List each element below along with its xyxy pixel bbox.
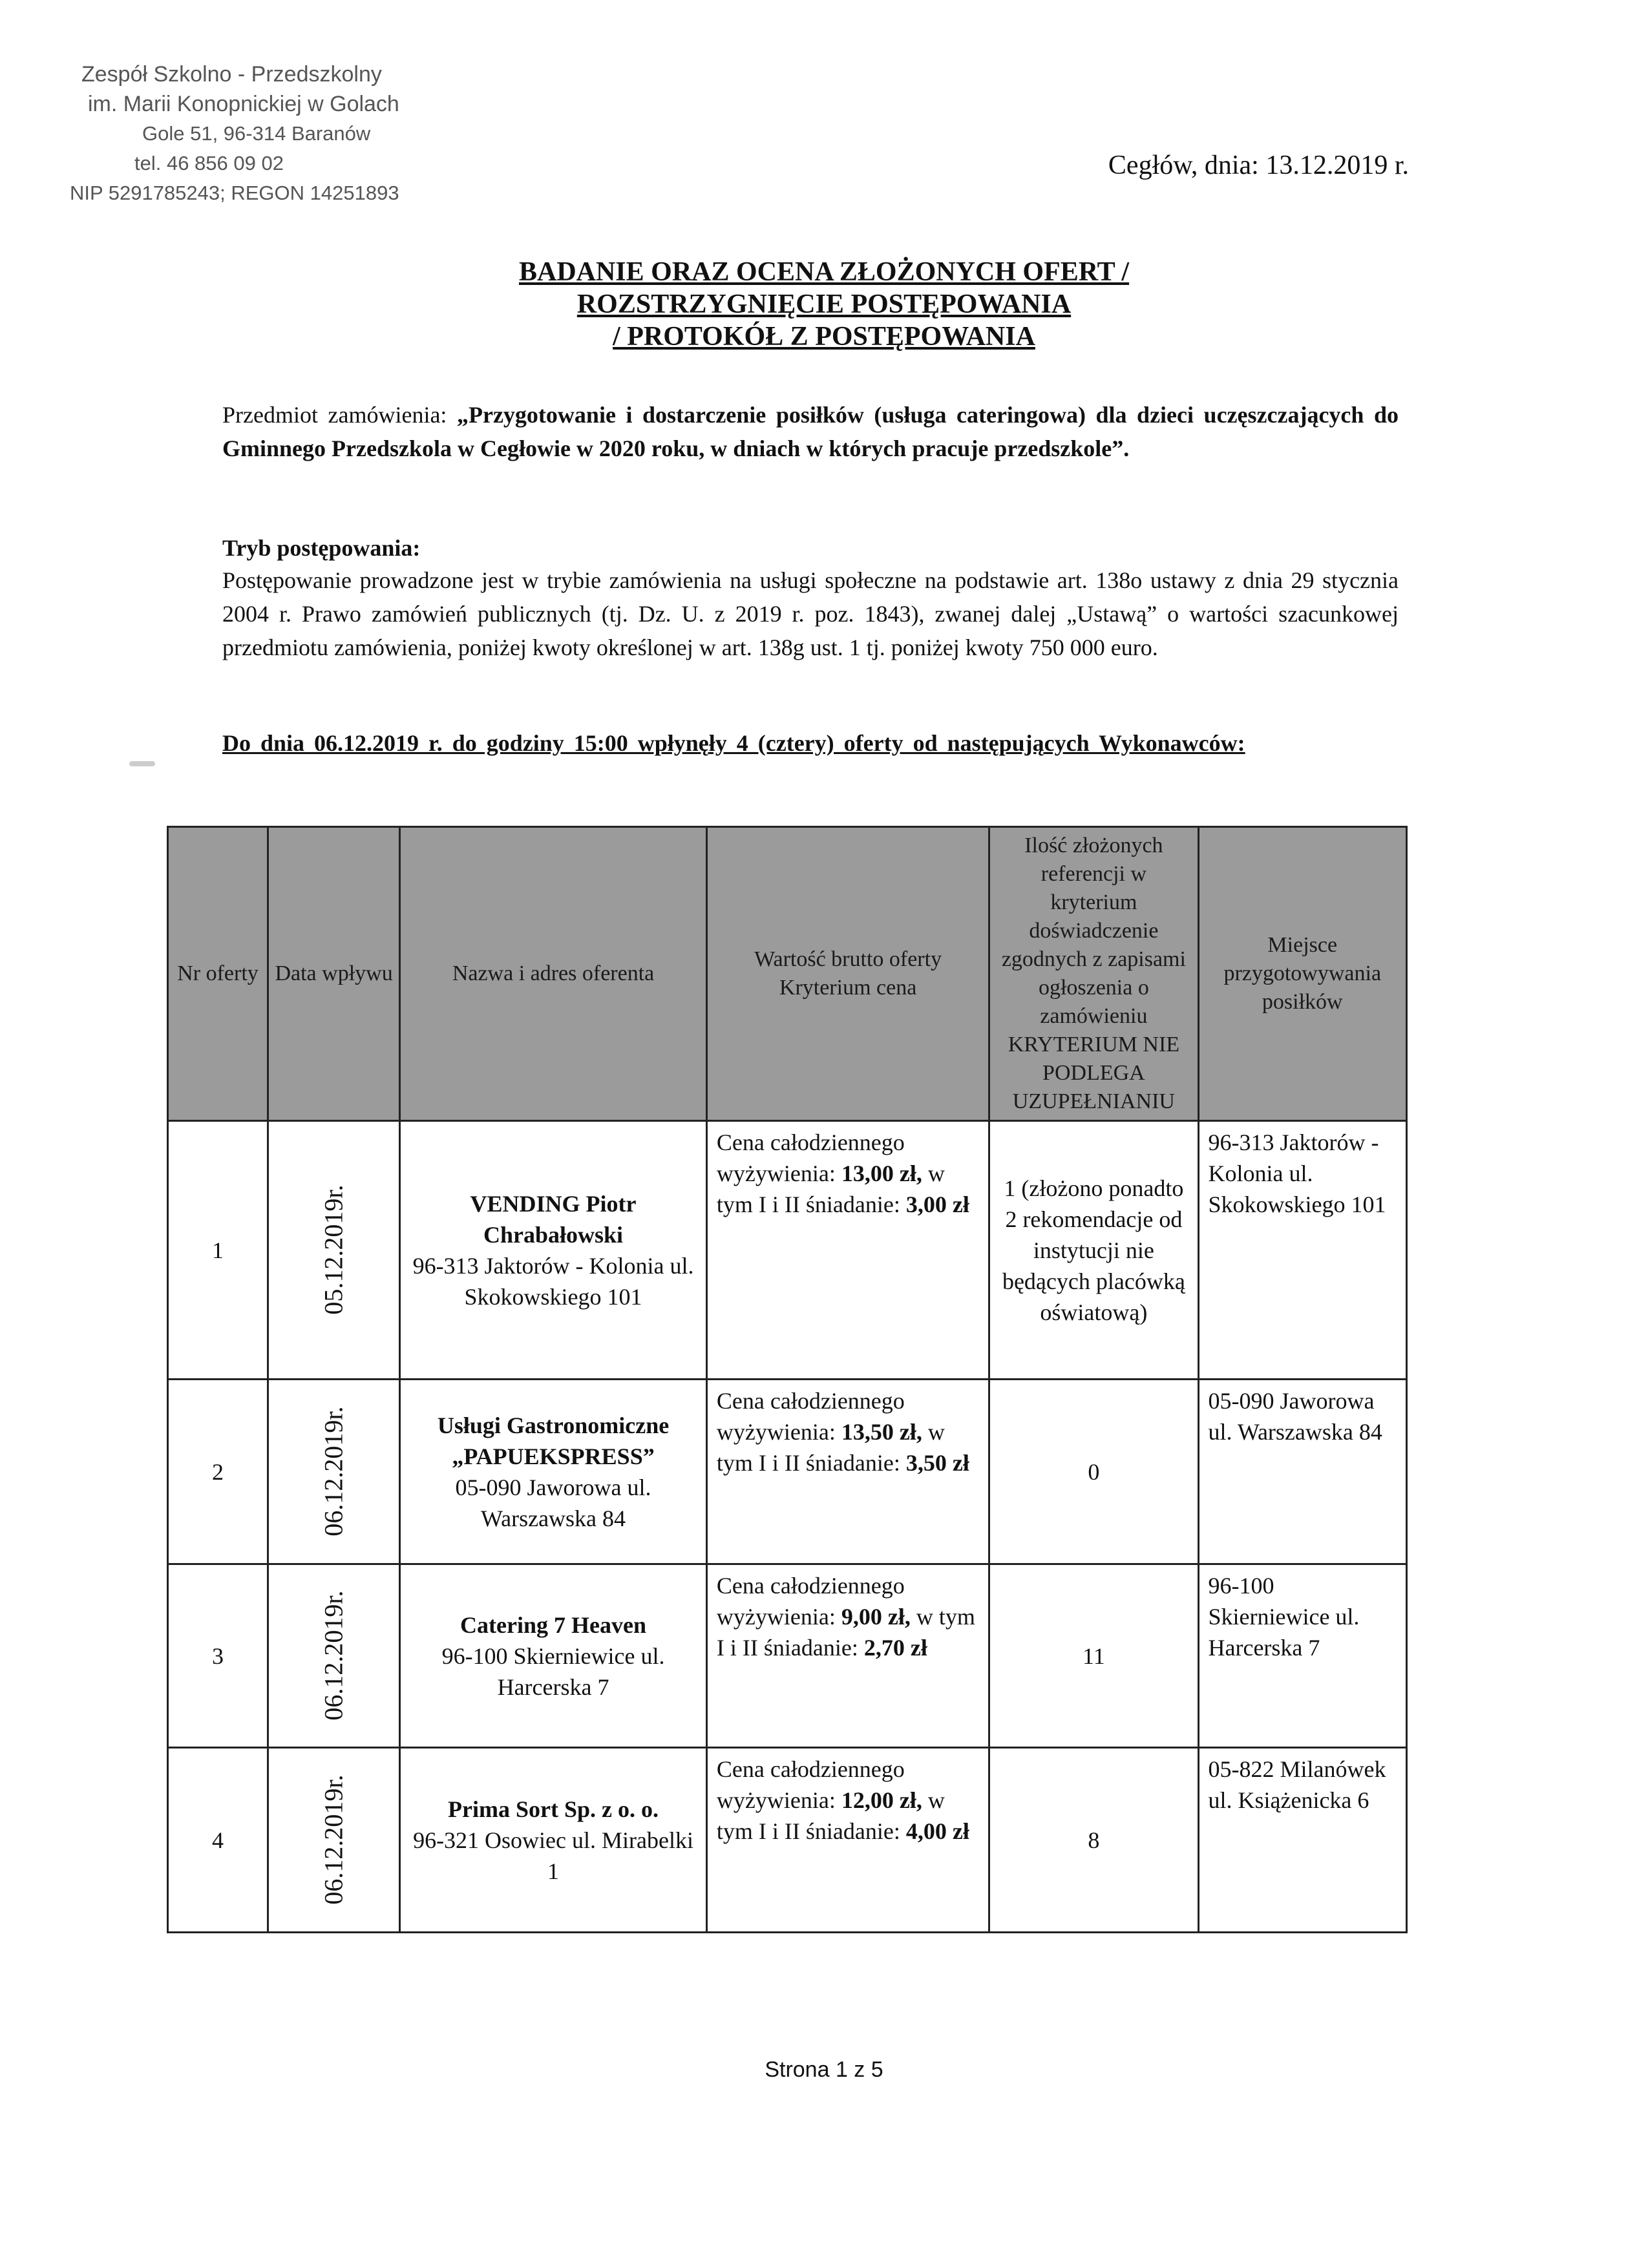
- offer-date-cell: [268, 1380, 400, 1564]
- place-and-date: Cegłów, dnia: 13.12.2019 r.: [1108, 151, 1409, 180]
- price-total: 13,50 zł,: [841, 1419, 922, 1445]
- mode-paragraph: Postępowanie prowadzone jest w trybie zamówienia na usługi społeczne na podstawie art. 138o ustawy z dnia 29 stycznia 2004 r. Prawo zamówień publicznych (tj. Dz. U. z 2019 r. poz. 1843), zwanej dalej „Ustawą” o wartości szacunkowej przedmiotu zamówienia, poniżej kwoty określonej w art. 138g ust. 1 tj. poniżej kwoty 750 000 euro.: [222, 567, 1399, 660]
- offer-address: 96-100 Skierniewice ul. Harcerska 7: [441, 1643, 665, 1700]
- mode-heading: Tryb postępowania:: [222, 535, 421, 561]
- table-header-row: [168, 827, 1407, 1121]
- title-line-1: BADANIE ORAZ OCENA ZŁOŻONYCH OFERT /: [518, 257, 1130, 287]
- offer-name-cell: [400, 1380, 707, 1564]
- offer-place: 05-090 Jaworowa ul. Warszawska 84: [1198, 1380, 1407, 1564]
- offer-price-cell: [706, 1380, 989, 1564]
- price-label-breakfast: w tym I i II śniadanie:: [716, 1419, 945, 1476]
- stamp-line-school: Zespół Szkolno - Przedszkolny: [81, 62, 382, 87]
- offer-address: 96-313 Jaktorów - Kolonia ul. Skokowskiego 101: [412, 1252, 694, 1310]
- price-breakfast: 2,70 zł: [863, 1635, 927, 1661]
- header-place: Miejsce przygotowywania posiłków: [1198, 827, 1407, 1121]
- offer-name-cell: [400, 1121, 707, 1380]
- school-stamp: [70, 59, 535, 208]
- subject-paragraph: [222, 398, 1399, 465]
- price-total: 12,00 zł,: [841, 1787, 922, 1813]
- price-label: Cena całodziennego wyżywienia:: [716, 1129, 905, 1186]
- offer-number: 3: [168, 1564, 268, 1748]
- offers-table: [167, 826, 1408, 1933]
- table-row: [168, 1121, 1407, 1380]
- offer-price-cell: [706, 1748, 989, 1933]
- offer-place: 96-313 Jaktorów - Kolonia ul. Skokowskiego 101: [1198, 1121, 1407, 1380]
- price-breakfast: 4,00 zł: [905, 1818, 969, 1844]
- offer-references: 0: [989, 1380, 1198, 1564]
- title-line-2: ROZSTRZYGNIĘCIE POSTĘPOWANIA: [576, 289, 1072, 319]
- table-row: [168, 1380, 1407, 1564]
- offer-references: 8: [989, 1748, 1198, 1933]
- offer-name-cell: [400, 1564, 707, 1748]
- price-label-breakfast: w tym I i II śniadanie:: [716, 1604, 975, 1661]
- offer-date: 05.12.2019r.: [319, 1184, 348, 1315]
- offer-date-cell: [268, 1564, 400, 1748]
- table-row: [168, 1748, 1407, 1933]
- offer-name: Catering 7 Heaven: [460, 1612, 646, 1638]
- offer-name-cell: [400, 1748, 707, 1933]
- stamp-line-ids: NIP 5291785243; REGON 14251893: [70, 182, 399, 204]
- offer-name: Prima Sort Sp. z o. o.: [448, 1796, 659, 1822]
- price-label: Cena całodziennego wyżywienia:: [716, 1756, 905, 1813]
- offer-date-cell: [268, 1748, 400, 1933]
- offer-price-cell: [706, 1564, 989, 1748]
- offer-date: 06.12.2019r.: [319, 1590, 348, 1721]
- header-date: Data wpływu: [268, 827, 400, 1121]
- offers-intro: Do dnia 06.12.2019 r. do godziny 15:00 wpłynęły 4 (cztery) oferty od następujących Wykonawców:: [222, 730, 1245, 756]
- scan-mark: [129, 761, 155, 766]
- price-breakfast: 3,00 zł: [905, 1192, 969, 1217]
- header-name: Nazwa i adres oferenta: [400, 827, 707, 1121]
- header-price: Wartość brutto oferty Kryterium cena: [706, 827, 989, 1121]
- offer-number: 2: [168, 1380, 268, 1564]
- offer-name: Usługi Gastronomiczne „PAPUEKSPRESS”: [437, 1412, 670, 1469]
- price-label: Cena całodziennego wyżywienia:: [716, 1388, 905, 1445]
- price-breakfast: 3,50 zł: [905, 1450, 969, 1476]
- stamp-line-phone: tel. 46 856 09 02: [134, 152, 284, 174]
- offer-date-cell: [268, 1121, 400, 1380]
- offer-address: 05-090 Jaworowa ul. Warszawska 84: [455, 1474, 651, 1531]
- offer-price-cell: [706, 1121, 989, 1380]
- title-line-3: / PROTOKÓŁ Z POSTĘPOWANIA: [613, 322, 1035, 352]
- table-row: [168, 1564, 1407, 1748]
- header-refs: Ilość złożonych referencji w kryterium doświadczenie zgodnych z zapisami ogłoszenia o zamówieniu KRYTERIUM NIE PODLEGA UZUPEŁNIANIU: [989, 827, 1198, 1121]
- stamp-line-address: Gole 51, 96-314 Baranów: [142, 122, 371, 145]
- price-label-breakfast: w tym I i II śniadanie:: [716, 1787, 945, 1844]
- subject-text: „Przygotowanie i dostarczenie posiłków (usługa cateringowa) dla dzieci uczęszczających do Gminnego Przedszkola w Cegłowie w 2020 roku, w dniach w których pracuje przedszkole”.: [222, 402, 1399, 461]
- price-total: 13,00 zł,: [841, 1160, 922, 1186]
- stamp-line-patron: im. Marii Konopnickiej w Golach: [88, 92, 399, 116]
- offer-number: 4: [168, 1748, 268, 1933]
- offer-place: 05-822 Milanówek ul. Książenicka 6: [1198, 1748, 1407, 1933]
- price-label-breakfast: w tym I i II śniadanie:: [716, 1160, 945, 1217]
- offer-date: 06.12.2019r.: [319, 1774, 348, 1905]
- offer-date: 06.12.2019r.: [319, 1406, 348, 1537]
- price-total: 9,00 zł,: [841, 1604, 911, 1630]
- offer-address: 96-321 Osowiec ul. Mirabelki 1: [413, 1827, 693, 1884]
- subject-label: Przedmiot zamówienia:: [222, 402, 457, 428]
- offer-references: 1 (złożono ponadto 2 rekomendacje od instytucji nie będących placówką oświatową): [989, 1121, 1198, 1380]
- offer-references: 11: [989, 1564, 1198, 1748]
- offer-number: 1: [168, 1121, 268, 1380]
- page-number: Strona 1 z 5: [765, 2057, 883, 2082]
- offer-place: 96-100 Skierniewice ul. Harcerska 7: [1198, 1564, 1407, 1748]
- header-nr: Nr oferty: [168, 827, 268, 1121]
- offer-name: VENDING Piotr Chrabałowski: [470, 1190, 637, 1248]
- price-label: Cena całodziennego wyżywienia:: [716, 1573, 905, 1630]
- document-title: [0, 256, 1648, 353]
